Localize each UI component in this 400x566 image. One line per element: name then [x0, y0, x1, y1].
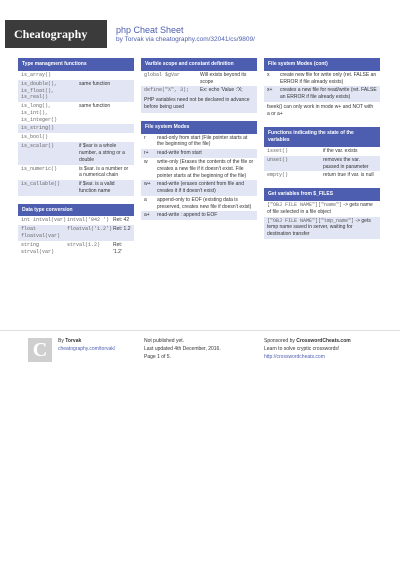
box-title: File system Modes	[141, 121, 257, 134]
row-key: a+	[144, 212, 150, 219]
type-management-box	[18, 58, 134, 196]
row-value: if the var. exists	[323, 147, 358, 154]
table-row	[141, 180, 257, 196]
row-key: empty()	[267, 172, 289, 179]
table-row	[264, 147, 380, 156]
row-value: same function	[79, 80, 111, 87]
table-row	[18, 142, 134, 164]
table-row	[141, 211, 257, 220]
table-row	[18, 180, 134, 196]
table-row	[18, 80, 134, 102]
table-row	[18, 71, 134, 80]
row-result: Ret: 42	[113, 217, 130, 224]
table-row	[264, 217, 380, 239]
row-code: ["OBJ FILE NAME"]["tmp_name"]	[267, 217, 355, 224]
table-row	[264, 156, 380, 172]
row-value: read-write from start	[157, 150, 202, 156]
table-row	[18, 165, 134, 181]
row-text	[267, 218, 377, 238]
row-example: intval('042 ')	[67, 217, 110, 224]
row-key: is_callable()	[21, 181, 61, 187]
files-box	[264, 188, 380, 239]
row-key: is_string()	[21, 125, 55, 132]
row-key: global $gVar	[144, 71, 181, 78]
author-url[interactable]: cheatography.com/torvak/	[58, 346, 116, 352]
row-key: w	[144, 159, 148, 165]
row-key: x	[267, 71, 270, 78]
box-title: Type managment functions	[18, 58, 134, 71]
file-modes-cont-box	[264, 58, 380, 119]
row-value: read-write (erases content from file and creates it if it doesn't exist)	[157, 181, 244, 194]
sponsor-name[interactable]: CrosswordCheats.com	[296, 338, 351, 344]
row-key: define("X", 3);	[144, 87, 190, 94]
table-row	[264, 71, 380, 87]
row-desc: -> gets temp name saved in server, waiting for destination transfer	[267, 217, 371, 237]
table-row	[141, 71, 257, 87]
row-result: Ret: 1.2	[113, 226, 131, 233]
row-key: w+	[144, 181, 151, 188]
row-key: r+	[144, 150, 149, 156]
table-row	[18, 124, 134, 133]
row-value: write-only (Erases the contents of the file or creates a new file if it doesn't exist. File pointer starts at the beginning of the file)	[157, 159, 254, 179]
sponsor-tagline: Learn to solve cryptic crosswords!	[264, 346, 340, 352]
row-example: floatval('1.2')	[67, 226, 113, 233]
box-title: Data type conversion	[18, 204, 134, 217]
author-line	[58, 338, 81, 345]
row-type: float floatval(var)	[21, 226, 61, 239]
table-row	[141, 149, 257, 158]
table-row	[18, 216, 134, 225]
byline-link[interactable]: by Torvak via cheatography.com/32041/cs/9809/	[116, 36, 255, 43]
author-name[interactable]: Torvak	[65, 338, 82, 344]
box-title: Get variables from $_FILES	[264, 188, 380, 201]
row-key: a	[144, 196, 147, 203]
table-row	[141, 158, 257, 180]
row-value: is $var. is a number or a numerical chain	[79, 165, 129, 179]
author-label: By	[58, 338, 64, 344]
scope-box	[141, 58, 257, 113]
published-text: Not published yet.	[144, 338, 185, 344]
table-row	[264, 86, 380, 102]
box-title: File system Modes (cont)	[264, 58, 380, 71]
footer-divider	[0, 330, 400, 331]
row-key: isset()	[267, 147, 289, 154]
row-key: is_numeric()	[21, 165, 58, 172]
author-avatar: C	[28, 338, 52, 362]
table-row	[18, 225, 134, 241]
box-title: Functions indicating the state of the variables	[264, 127, 380, 147]
row-key: x+	[267, 87, 273, 94]
file-modes-box	[141, 121, 257, 221]
table-row	[141, 196, 257, 212]
row-key: r	[144, 134, 146, 141]
row-value: removes the var. passed in parameter	[323, 156, 369, 170]
column-2	[141, 58, 257, 228]
table-row	[264, 201, 380, 217]
updated-text: Last updated 4th December, 2016.	[144, 346, 221, 352]
column-1	[18, 58, 134, 264]
column-3	[264, 58, 380, 247]
row-desc: -> gets name of file selected in a file object	[267, 202, 373, 215]
fseek-note: fseek() can only work in mode w+ and NOT with a or a+	[267, 103, 374, 117]
page-number: Page 1 of 5.	[144, 354, 171, 360]
box-title: Varible scope and constant definition	[141, 58, 257, 71]
row-value: creates a new file for read/write (ret. FALSE an ERROR if file already exists)	[280, 87, 377, 100]
page-header	[0, 0, 400, 48]
row-type: int intval(var)	[21, 217, 67, 224]
row-value: create new file for write only (ret. FALSE an ERROR if file already exists)	[280, 71, 377, 85]
row-key: is_bool()	[21, 134, 49, 141]
row-type: string strval(var)	[21, 241, 55, 255]
table-row	[18, 133, 134, 142]
row-value: Ex: echo 'Value :'X;	[200, 87, 243, 94]
table-row	[141, 134, 257, 150]
row-key: is_scalar()	[21, 143, 55, 150]
row-text	[267, 202, 377, 216]
table-row	[264, 171, 380, 180]
row-value: read-only from start (File pointer starts at the beginning of the file)	[157, 134, 248, 148]
row-value: return true if var. is null	[323, 172, 374, 179]
row-key: is_long(), is_int(), is_integer()	[21, 103, 58, 123]
sponsor-line	[264, 338, 351, 345]
row-result: Ret: '1.2'	[113, 241, 123, 255]
row-value: append-only to EOF (existing data is preserved, creates new file if doesn't exist)	[157, 196, 252, 210]
table-row	[18, 102, 134, 124]
table-row	[18, 241, 134, 257]
variable-state-box	[264, 127, 380, 180]
row-value: if $var. is a valid function name	[79, 181, 115, 194]
row-code: ["OBJ FILE NAME"]["name"]	[267, 202, 343, 208]
page-title: php Cheat Sheet	[116, 25, 184, 35]
table-row	[141, 86, 257, 95]
sponsor-prefix: Sponsored by	[264, 338, 295, 344]
data-type-conversion-box	[18, 204, 134, 257]
row-key: is_array()	[21, 71, 52, 78]
cheatography-logo[interactable]: Cheatography	[5, 20, 107, 48]
row-value: Will exists beyond its scope	[200, 71, 247, 85]
row-value: same function	[79, 103, 111, 109]
row-value: read-write : append to EOF	[157, 212, 218, 219]
row-key: unset()	[267, 156, 289, 163]
row-value: if $var is a whole number, a string or a double	[79, 143, 125, 163]
row-key: is_double(), is_float(), is_real()	[21, 80, 58, 101]
sponsor-url[interactable]: http://crosswordcheats.com	[264, 354, 325, 360]
row-example: strval(1.2)	[67, 241, 101, 248]
scope-note: PHP variables need not be declared in advance before being used	[141, 95, 257, 113]
